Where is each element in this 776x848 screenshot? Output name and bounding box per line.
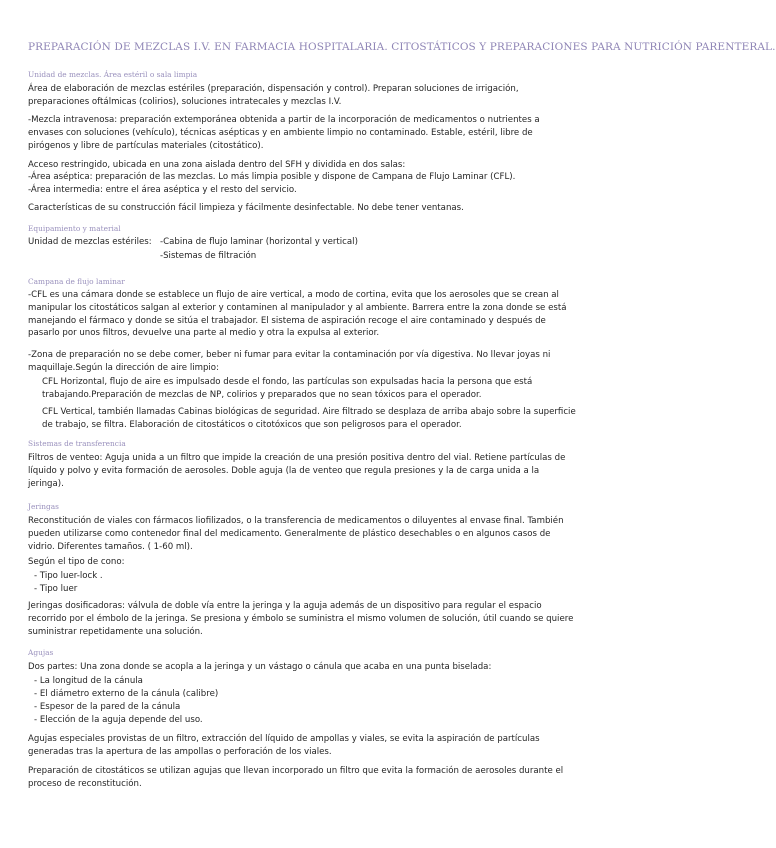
list-item: - La longitud de la cánula (34, 676, 143, 686)
list-item: - Espesor de la pared de la cánula (34, 702, 181, 712)
list-item: -Área aséptica: preparación de las mezclas. Lo más limpia posible y dispone de Campana de Flujo Laminar (CFL). (28, 172, 516, 182)
paragraph: CFL Vertical, también llamadas Cabinas biológicas de seguridad. Aire filtrado se desplaza de arriba abajo sobre la superficie de trabajo, se filtra. Elaboración de citostáticos o citotóxicos que son peligrosos para el operador. (42, 407, 576, 430)
paragraph: -Mezcla intravenosa: preparación extemporánea obtenida a partir de la incorporación de medicamentos o nutrientes a envases con soluciones (vehículo), técnicas asépticas y en ambiente limpio no contaminado. Estable, estéril, libre de pirógenos y libre de partículas materiales (citostático). (28, 115, 540, 151)
section-heading-jeringas: Jeringas (28, 502, 59, 511)
list-item: - Elección de la aguja depende del uso. (34, 715, 203, 725)
equipment-label: Unidad de mezclas estériles: (28, 237, 152, 247)
section-heading-sistemas: Sistemas de transferencia (28, 439, 126, 448)
paragraph: Área de elaboración de mezclas estériles (preparación, dispensación y control). Preparan soluciones de irrigación, preparaciones oftálmicas (colirios), soluciones intratecales y mezclas I.V. (28, 84, 519, 107)
list-item: -Área intermedia: entre el área aséptica y el resto del servicio. (28, 185, 297, 195)
document-title: PREPARACIÓN DE MEZCLAS I.V. EN FARMACIA HOSPITALARIA. CITOSTÁTICOS Y PREPARACIONES PARA NUTRICIÓN PARENTERAL. (28, 41, 776, 53)
paragraph: Dos partes: Una zona donde se acopla a la jeringa y un vástago o cánula que acaba en una punta biselada: (28, 662, 492, 672)
paragraph: Características de su construcción fácil limpieza y fácilmente desinfectable. No debe tener ventanas. (28, 203, 464, 213)
paragraph: Acceso restringido, ubicada en una zona aislada dentro del SFH y dividida en dos salas: (28, 160, 406, 170)
section-heading-campana: Campana de flujo laminar (28, 277, 125, 286)
paragraph: -CFL es una cámara donde se establece un flujo de aire vertical, a modo de cortina, evita que los aerosoles que se crean al manipular los citostáticos salgan al exterior y contaminen al manipulador y al ambiente. Barrera entre la zona donde se está manejando el fármaco y donde se sitúa el trabajador. El sistema de aspiración recoge el aire contaminado y después de pasarlo por unos filtros, devuelve una parte al medio y otra la expulsa al exterior. (28, 290, 567, 339)
paragraph: CFL Horizontal, flujo de aire es impulsado desde el fondo, las partículas son expulsadas hacia la persona que está trabajando.Preparación de mezclas de NP, colirios y preparados que no sean tóxicos para el operador. (42, 377, 533, 400)
paragraph: Jeringas dosificadoras: válvula de doble vía entre la jeringa y la aguja además de un dispositivo para regular el espacio recorrido por el émbolo de la jeringa. Se presiona y émbolo se suministra el mismo volumen de solución, útil cuando se quiere suministrar repetidamente una solución. (28, 601, 574, 637)
paragraph: Preparación de citostáticos se utilizan agujas que llevan incorporado un filtro que evita la formación de aerosoles durante el proceso de reconstitución. (28, 766, 564, 789)
list-item: - Tipo luer (34, 584, 78, 594)
equipment-item: -Sistemas de filtración (160, 251, 257, 261)
section-heading-equipamiento: Equipamiento y material (28, 224, 121, 233)
section-heading-agujas: Agujas (28, 648, 54, 657)
equipment-row (28, 236, 574, 249)
paragraph: Reconstitución de viales con fármacos liofilizados, o la transferencia de medicamentos o diluyentes al envase final. También pueden utilizarse como contenedor final del medicamento. Generalmente de plástico desechables o en algunos casos de vidrio. Diferentes tamaños. ( 1-60 ml). (28, 516, 564, 552)
paragraph: Según el tipo de cono: (28, 557, 125, 567)
paragraph: Agujas especiales provistas de un filtro, extracción del líquido de ampollas y viales, se evita la aspiración de partículas generadas tras la apertura de las ampollas o perforación de los viales. (28, 734, 540, 757)
section-heading-unidad: Unidad de mezclas. Área estéril o sala limpia (28, 70, 198, 79)
paragraph: Filtros de venteo: Aguja unida a un filtro que impide la creación de una presión positiva dentro del vial. Retiene partículas de líquido y polvo y evita formación de aerosoles. Doble aguja (la de venteo que regula presiones y la de carga unida a la jeringa). (28, 453, 566, 489)
list-item: - Tipo luer-lock . (34, 571, 103, 581)
list-item: - El diámetro externo de la cánula (calibre) (34, 689, 219, 699)
equipment-item: -Cabina de flujo laminar (horizontal y vertical) (160, 237, 358, 247)
paragraph: -Zona de preparación no se debe comer, beber ni fumar para evitar la contaminación por vía digestiva. No llevar joyas ni maquillaje.Según la dirección de aire limpio: (28, 350, 551, 373)
